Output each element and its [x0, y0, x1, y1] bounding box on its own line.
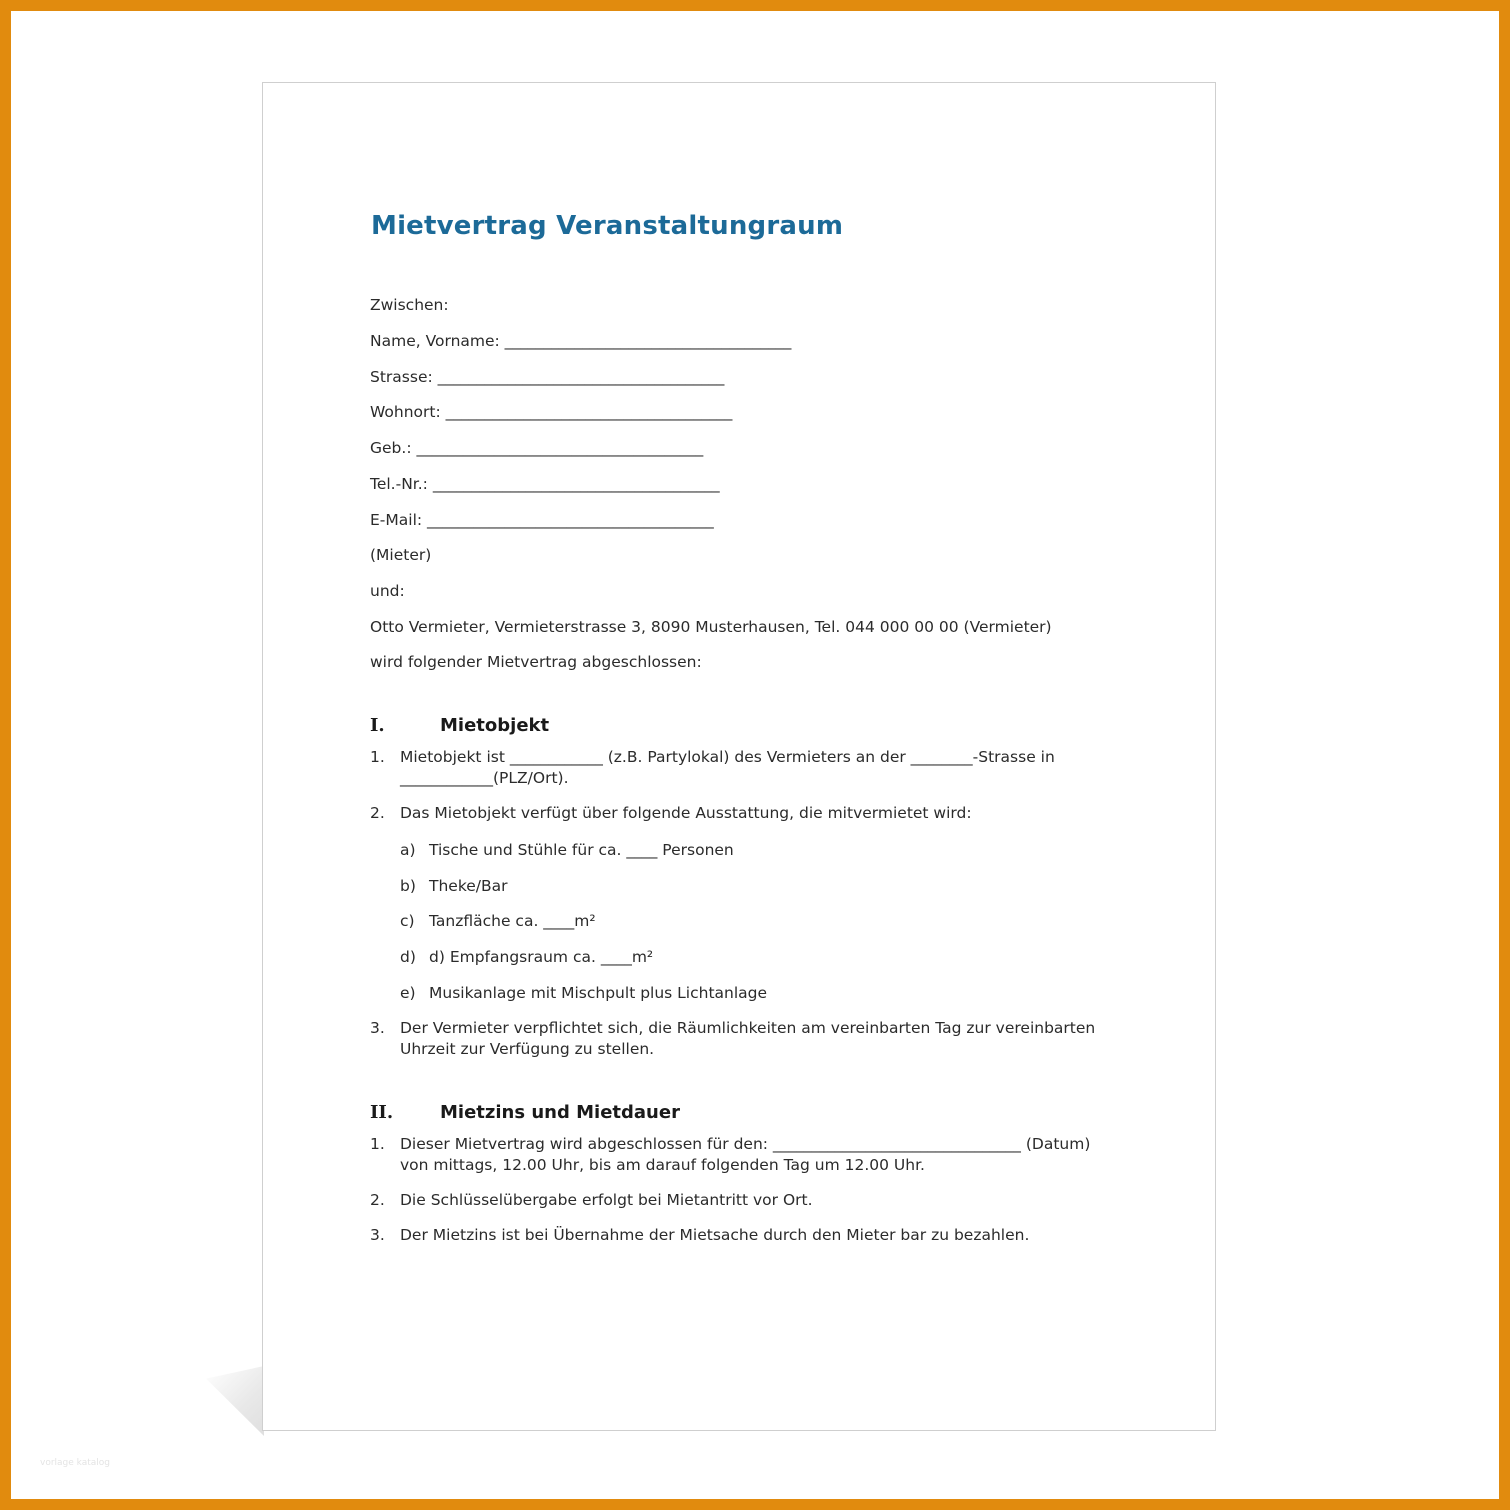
item-number: 1. [370, 1135, 385, 1153]
item-number: 3. [370, 1019, 385, 1037]
section-number: I. [370, 715, 385, 736]
sub-item-letter: e) [400, 984, 416, 1002]
document-title: Mietvertrag Veranstaltungraum [371, 211, 844, 241]
item-text: Mietobjekt ist ____________ (z.B. Partylokal) des Vermieters an der ________-Strasse in ____________(PLZ/Ort). [400, 748, 1060, 787]
item-number: 3. [370, 1226, 385, 1244]
field-strasse: Strasse: _____________________________________ [370, 368, 725, 386]
sub-item-letter: b) [400, 877, 416, 895]
list-item [370, 803, 1100, 824]
document-page [262, 82, 1216, 1431]
text-line-und: und: [370, 582, 405, 600]
sub-item-letter: c) [400, 912, 415, 930]
sub-list-item [400, 840, 734, 860]
watermark: vorlage katalog [40, 1458, 110, 1468]
field-wohnort: Wohnort: _____________________________________ [370, 403, 733, 421]
section-title: Mietzins und Mietdauer [440, 1102, 680, 1123]
item-number: 2. [370, 1191, 385, 1209]
sub-item-text: Theke/Bar [429, 877, 508, 895]
sub-list-item [400, 983, 767, 1003]
sub-item-letter: d) [400, 948, 416, 966]
sub-item-letter: a) [400, 841, 416, 859]
section-heading-mietzins [370, 1102, 680, 1123]
text-line-zwischen: Zwischen: [370, 296, 449, 314]
sub-item-text: Tanzfläche ca. ____m² [429, 912, 596, 930]
text-line-vermieter: Otto Vermieter, Vermieterstrasse 3, 8090 Musterhausen, Tel. 044 000 00 00 (Vermieter) [370, 618, 1052, 636]
list-item [370, 1190, 1100, 1211]
section-title: Mietobjekt [440, 715, 550, 736]
sub-item-text: d) Empfangsraum ca. ____m² [429, 948, 654, 966]
list-item [370, 1225, 1100, 1246]
sub-list-item [400, 947, 653, 967]
item-text: Dieser Mietvertrag wird abgeschlossen für den: ________________________________ (Datum) von mittags, 12.00 Uhr, bis am darauf folgenden Tag um 12.00 Uhr. [400, 1135, 1096, 1174]
field-geb: Geb.: _____________________________________ [370, 439, 704, 457]
sub-item-text: Musikanlage mit Mischpult plus Lichtanlage [429, 984, 768, 1002]
item-number: 2. [370, 804, 385, 822]
sub-list-item [400, 911, 596, 931]
item-number: 1. [370, 748, 385, 766]
field-email: E-Mail: _____________________________________ [370, 511, 714, 529]
item-text: Der Vermieter verpflichtet sich, die Räumlichkeiten am vereinbarten Tag zur vereinbarten Uhrzeit zur Verfügung zu stellen. [400, 1019, 1101, 1058]
sub-item-text: Tische und Stühle für ca. ____ Personen [429, 841, 734, 859]
item-text: Der Mietzins ist bei Übernahme der Mietsache durch den Mieter bar zu bezahlen. [400, 1226, 1030, 1244]
field-name-vorname: Name, Vorname: _____________________________________ [370, 332, 792, 350]
text-line-abgeschlossen: wird folgender Mietvertrag abgeschlossen: [370, 653, 702, 671]
list-item [370, 1134, 1100, 1176]
field-telefon: Tel.-Nr.: _____________________________________ [370, 475, 720, 493]
sub-list-item [400, 876, 508, 896]
section-number: II. [370, 1102, 394, 1123]
item-text: Die Schlüsselübergabe erfolgt bei Mietantritt vor Ort. [400, 1191, 813, 1209]
item-text: Das Mietobjekt verfügt über folgende Ausstattung, die mitvermietet wird: [400, 804, 972, 822]
section-heading-mietobjekt [370, 715, 549, 736]
text-line-mieter: (Mieter) [370, 546, 432, 564]
list-item [370, 1018, 1100, 1060]
list-item [370, 747, 1100, 789]
